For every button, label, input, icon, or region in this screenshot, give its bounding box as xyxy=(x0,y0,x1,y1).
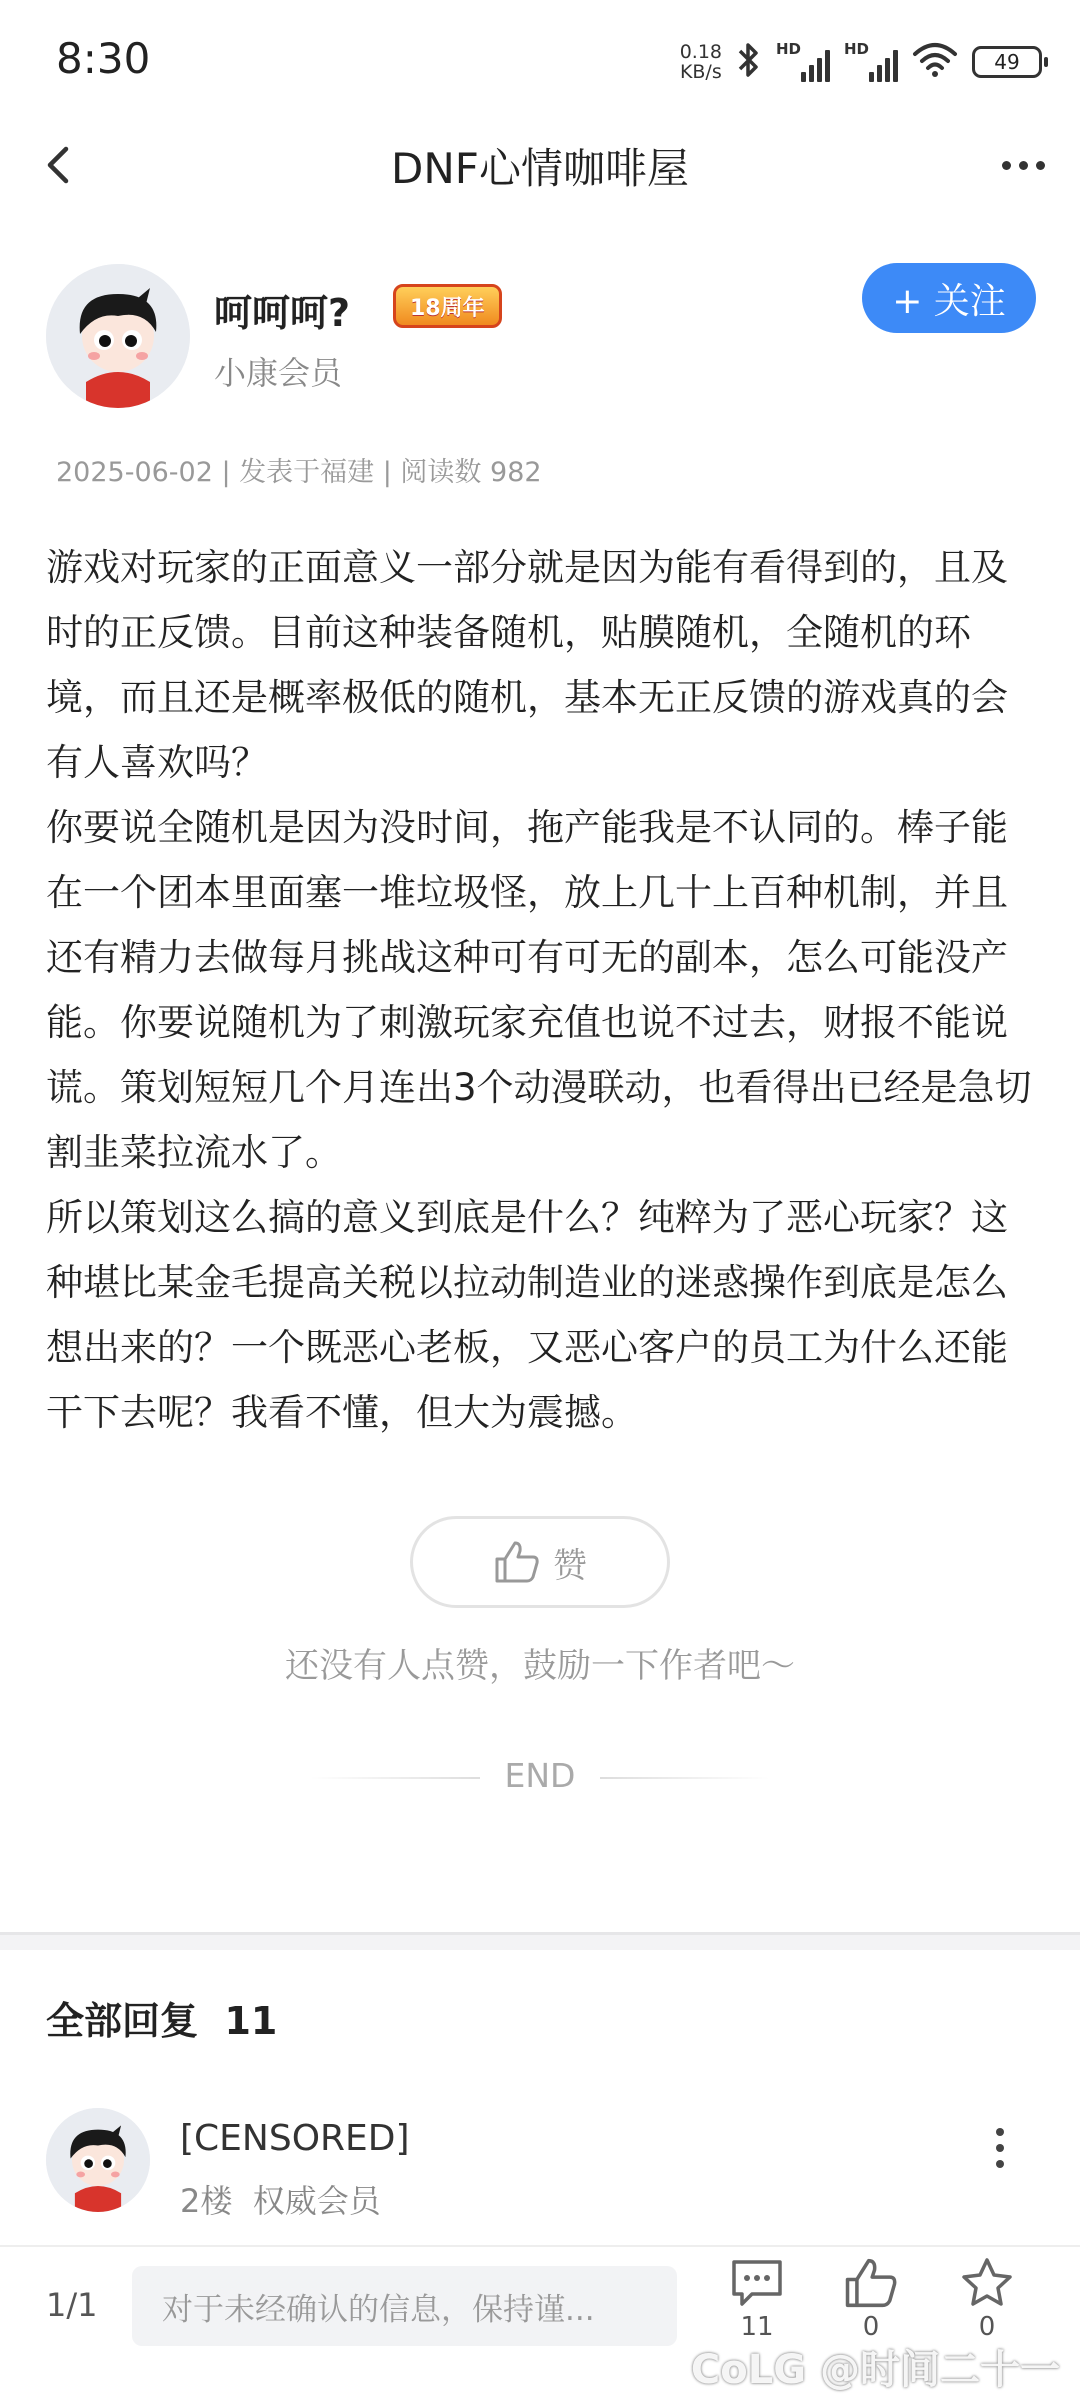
reply-floor: 2楼 xyxy=(180,2182,233,2220)
comment-icon xyxy=(728,2256,786,2310)
status-icons xyxy=(680,36,1042,88)
reply-username[interactable]: [CENSORED] xyxy=(180,2118,410,2159)
page-title: DNF心情咖啡屋 xyxy=(391,144,689,193)
post-paragraph: 游戏对玩家的正面意义一部分就是因为能有看得到的，且及时的正反馈。目前这种装备随机，贴膜随机，全随机的环境，而且还是概率极低的随机，基本无正反馈的游戏真的会有人喜欢吗？ xyxy=(46,546,1008,784)
like-hint: 还没有人点赞，鼓励一下作者吧～ xyxy=(285,1646,795,1686)
more-options-button[interactable] xyxy=(988,135,1058,195)
reply-level: 权威会员 xyxy=(252,2182,381,2220)
more-dots-icon xyxy=(1002,161,1011,170)
thumbs-up-icon xyxy=(842,2256,900,2310)
comment-count: 11 xyxy=(740,2312,774,2342)
author-level: 小康会员 xyxy=(214,354,343,392)
favorite-count: 0 xyxy=(978,2312,996,2342)
like-button[interactable] xyxy=(410,1516,670,1608)
status-time: 8:30 xyxy=(56,34,151,83)
battery-icon: 49 xyxy=(972,46,1042,78)
network-speed: 0.18 KB/s xyxy=(679,41,722,83)
watermark: CoLG @时间二十一 xyxy=(690,2347,1060,2393)
post-paragraph: 你要说全随机是因为没时间，拖产能我是不认同的。棒子能在一个团本里面塞一堆垃圾怪，放上几十上百种机制，并且还有精力去做每月挑战这种可有可无的副本，怎么可能没产能。你要说随机为了刺激玩家充值也说不过去，财报不能说谎。策划短短几个月连出3个动漫联动，也看得出已经是急切割韭菜拉流水了。 xyxy=(46,806,1032,1174)
post-content xyxy=(46,535,1036,1445)
star-icon xyxy=(958,2256,1016,2310)
author-name[interactable]: 呵呵呵? xyxy=(214,291,351,335)
comment-button[interactable] xyxy=(712,2256,802,2342)
follow-button[interactable]: + 关注 xyxy=(862,263,1036,333)
reply-avatar[interactable] xyxy=(46,2108,150,2212)
cell-signal-icon: HD xyxy=(844,42,898,82)
wifi-icon xyxy=(912,42,958,82)
post-meta: 2025-06-02 | 发表于福建 | 阅读数 982 xyxy=(56,457,542,488)
favorite-button[interactable] xyxy=(942,2256,1032,2342)
thumbs-up-icon xyxy=(493,1539,541,1585)
end-label: END xyxy=(504,1756,576,1795)
section-divider xyxy=(0,1932,1080,1950)
post-paragraph: 所以策划这么搞的意义到底是什么？纯粹为了恶心玩家？这种堪比某金毛提高关税以拉动制造业的迷惑操作到底是怎么想出来的？一个既恶心老板，又恶心客户的员工为什么还能干下去呢？我看不懂，但大为震撼。 xyxy=(46,1196,1008,1434)
comment-input[interactable]: 对于未经确认的信息，保持谨... xyxy=(132,2266,677,2346)
replies-count: 11 xyxy=(224,1999,278,2043)
reply-more-button[interactable] xyxy=(980,2118,1020,2178)
reply-meta xyxy=(180,2176,381,2222)
cell-signal-icon: HD xyxy=(776,42,830,82)
vertical-dots-icon xyxy=(996,2128,1004,2136)
page-indicator[interactable]: 1/1 xyxy=(46,2286,98,2324)
author-avatar[interactable] xyxy=(46,264,190,408)
anniversary-badge: 18周年 xyxy=(393,284,502,328)
replies-header: 全部回复 11 xyxy=(46,1999,278,2043)
like-post-button[interactable] xyxy=(826,2256,916,2342)
like-label: 赞 xyxy=(553,1545,587,1586)
like-count: 0 xyxy=(862,2312,880,2342)
bluetooth-icon xyxy=(736,40,762,84)
